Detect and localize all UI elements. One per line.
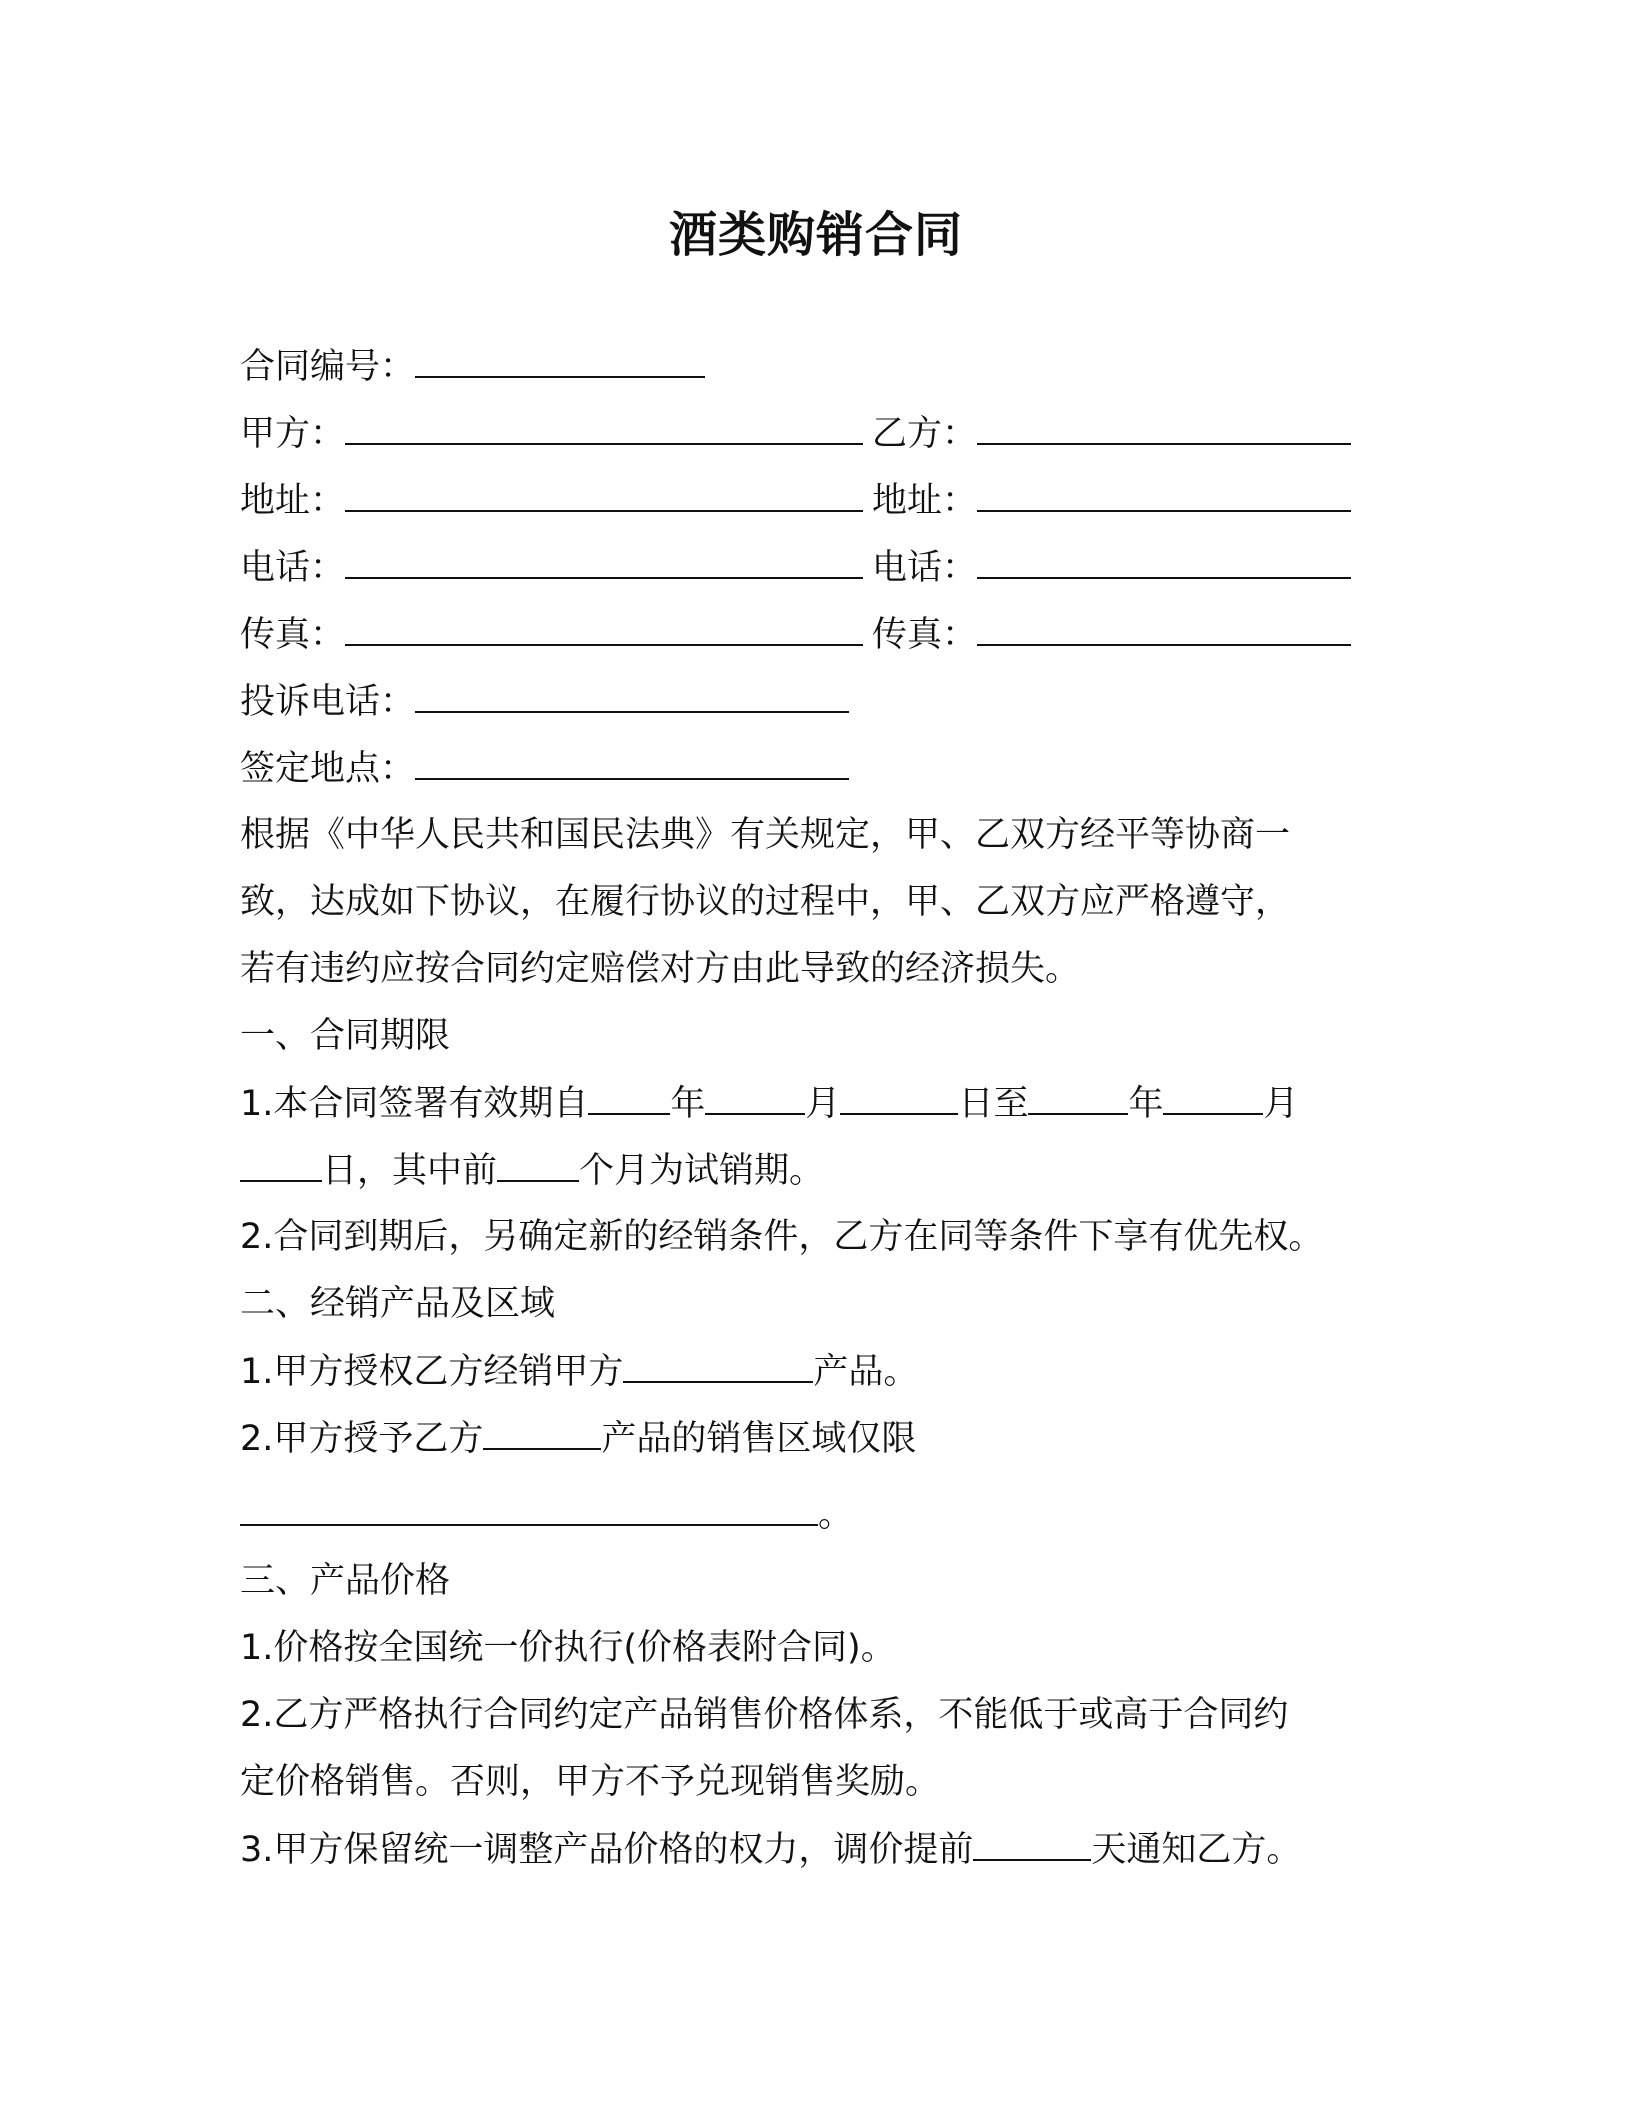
contract-number-line [240,342,705,390]
notice-days-blank[interactable] [973,1825,1091,1861]
party-a-phone-label: 电话： [240,548,346,588]
section-2-item-1 [240,1347,918,1395]
complaint-phone-blank[interactable] [415,677,849,713]
section-3-heading: 三、产品价格 [240,1561,451,1601]
item-text: 月 [1263,1084,1299,1124]
end-year-blank[interactable] [1028,1079,1128,1115]
section-1-item-1 [240,1079,1298,1127]
section-3-item-1: 1.价格按全国统一价执行(价格表附合同)。 [240,1628,896,1668]
party-a-address-blank[interactable] [345,476,863,512]
region-product-blank[interactable] [483,1414,601,1450]
item-text: 产品。 [813,1352,919,1392]
complaint-phone-line [240,677,849,725]
section-1-item-2: 2.合同到期后，另确定新的经销条件，乙方在同等条件下享有优先权。 [240,1217,1324,1257]
start-day-blank[interactable] [840,1079,958,1115]
item-text: 个月为试销期。 [579,1151,825,1191]
party-a-blank[interactable] [345,409,863,445]
item-text: 2.甲方授予乙方 [240,1419,484,1459]
section-2-item-2 [240,1414,916,1462]
party-b-address-blank[interactable] [977,476,1351,512]
item-text: 月 [805,1084,841,1124]
party-a-phone-line [240,543,863,591]
sales-region-blank[interactable] [240,1490,818,1526]
contract-number-blank[interactable] [415,342,705,378]
start-year-blank[interactable] [588,1079,670,1115]
end-month-blank[interactable] [1163,1079,1263,1115]
section-2-item-2-cont [240,1490,853,1538]
party-b-fax-blank[interactable] [977,610,1351,646]
start-month-blank[interactable] [705,1079,805,1115]
party-b-fax-label: 传真： [872,615,978,655]
party-b-phone-label: 电话： [872,548,978,588]
section-3-item-2-cont: 定价格销售。否则，甲方不予兑现销售奖励。 [240,1762,941,1802]
item-text: 3.甲方保留统一调整产品价格的权力，调价提前 [240,1830,974,1870]
item-text: 天通知乙方。 [1091,1830,1302,1870]
sign-place-blank[interactable] [415,744,849,780]
item-text: 年 [1128,1084,1164,1124]
party-b-fax-line [872,610,1351,658]
party-b-label: 乙方： [872,414,978,454]
item-text: 日，其中前 [322,1151,498,1191]
party-a-address-label: 地址： [240,481,346,521]
product-blank[interactable] [623,1347,813,1383]
party-b-phone-line [872,543,1351,591]
party-b-address-label: 地址： [872,481,978,521]
section-1-item-1-cont [240,1146,824,1194]
party-a-label: 甲方： [240,414,346,454]
section-3-item-3 [240,1825,1301,1873]
section-1-heading: 一、合同期限 [240,1016,451,1056]
item-text: 1.甲方授权乙方经销甲方 [240,1352,624,1392]
end-day-blank[interactable] [240,1146,322,1182]
trial-months-blank[interactable] [497,1146,579,1182]
item-text: 日至 [958,1084,1029,1124]
party-a-address-line [240,476,863,524]
complaint-phone-label: 投诉电话： [240,682,416,722]
sign-place-label: 签定地点： [240,749,416,789]
contract-number-label: 合同编号： [240,347,416,387]
party-b-phone-blank[interactable] [977,543,1351,579]
party-a-line [240,409,863,457]
document-title: 酒类购销合同 [668,207,963,263]
preamble-line-2: 致，达成如下协议，在履行协议的过程中，甲、乙双方应严格遵守， [240,882,1291,922]
party-b-blank[interactable] [977,409,1351,445]
item-text: 1.本合同签署有效期自 [240,1084,589,1124]
party-a-fax-label: 传真： [240,615,346,655]
party-b-line [872,409,1351,457]
preamble-line-3: 若有违约应按合同约定赔偿对方由此导致的经济损失。 [240,949,1081,989]
party-a-phone-blank[interactable] [345,543,863,579]
item-text: 。 [818,1495,854,1535]
section-3-item-2: 2.乙方严格执行合同约定产品销售价格体系，不能低于或高于合同约 [240,1695,1289,1735]
item-text: 产品的销售区域仅限 [601,1419,917,1459]
preamble-line-1: 根据《中华人民共和国民法典》有关规定，甲、乙双方经平等协商一 [240,815,1291,855]
party-b-address-line [872,476,1351,524]
item-text: 年 [670,1084,706,1124]
party-a-fax-blank[interactable] [345,610,863,646]
sign-place-line [240,744,849,792]
section-2-heading: 二、经销产品及区域 [240,1284,556,1324]
party-a-fax-line [240,610,863,658]
